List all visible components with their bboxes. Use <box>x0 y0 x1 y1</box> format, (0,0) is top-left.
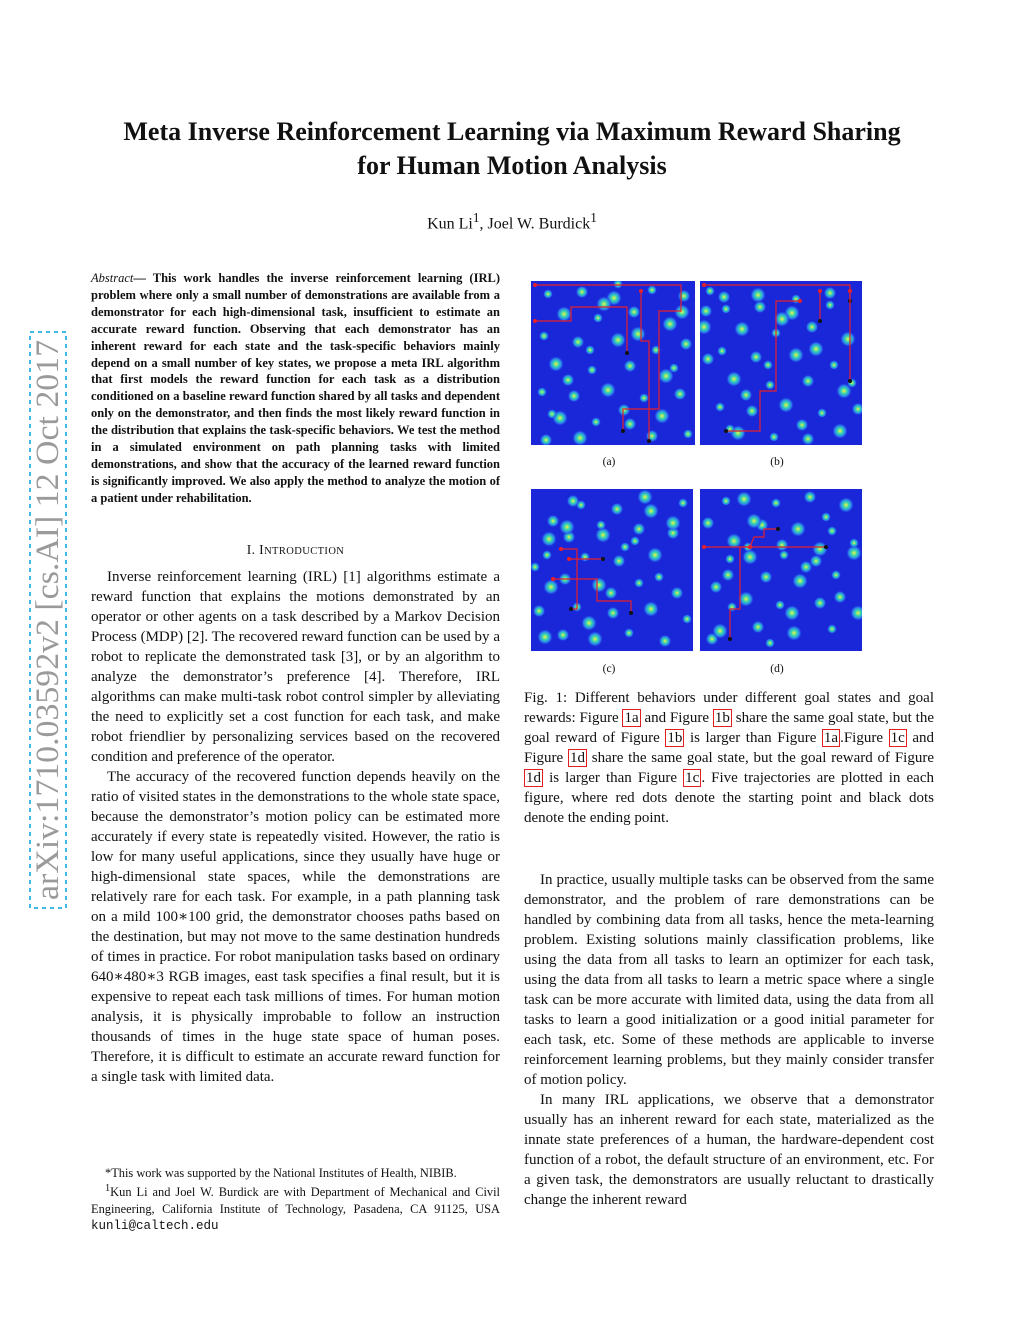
reward-blob <box>593 313 603 323</box>
abstract <box>91 270 500 507</box>
heatmap-b <box>700 281 862 445</box>
subcaption-c: (c) <box>602 663 616 675</box>
reward-blob <box>802 375 815 388</box>
reward-blob <box>543 289 553 299</box>
reward-blob <box>763 360 773 370</box>
reward-blob <box>806 321 819 334</box>
trajectory-end-dot <box>601 557 605 561</box>
reward-blob <box>831 570 841 580</box>
reward-blob <box>829 360 839 370</box>
reward-blob <box>600 382 616 398</box>
reward-blob <box>715 402 725 412</box>
arxiv-identifier-stamp <box>28 330 68 910</box>
ref-fig-1b[interactable]: 1b <box>667 730 683 746</box>
reward-blob <box>662 316 678 332</box>
paper-title <box>92 115 932 183</box>
ref-fig-1d[interactable]: 1d <box>569 750 585 766</box>
trajectory-end-dot <box>818 319 822 323</box>
reward-blob <box>778 397 794 413</box>
reward-blob <box>628 306 641 319</box>
reward-blob <box>543 579 559 595</box>
reward-blob <box>717 346 727 356</box>
reward-blob <box>605 587 618 600</box>
section-numeral: I. <box>246 541 256 557</box>
author-2: Joel W. Burdick <box>487 215 591 233</box>
trajectory-start-dot <box>559 547 563 551</box>
reward-blob <box>775 600 785 610</box>
reward-blob <box>800 561 813 574</box>
section-title-initial: I <box>259 541 265 557</box>
arxiv-id-text: arXiv:1710.03592v2 [cs.AI] 12 Oct 2017 <box>30 353 66 900</box>
reward-blob <box>637 489 653 505</box>
reward-blob <box>788 347 804 363</box>
trajectory-end-dot <box>647 439 651 443</box>
reward-blob <box>702 353 715 366</box>
heatmap-c <box>531 489 693 651</box>
reward-blob <box>537 629 553 645</box>
reward-blob <box>821 512 831 522</box>
reward-blob <box>726 371 742 387</box>
trajectory-end-dot <box>629 611 633 615</box>
reward-blob <box>779 550 789 560</box>
reward-blob <box>849 538 859 548</box>
trajectory-start-dot <box>702 545 706 549</box>
reward-blob <box>746 405 759 418</box>
reward-blob <box>556 306 572 322</box>
trajectory-start-dot <box>533 319 537 323</box>
footnote-marker: 1 <box>105 1183 111 1195</box>
reward-blob <box>776 539 789 552</box>
reward-blob <box>725 554 735 564</box>
footnote-affiliation-text: Kun Li and Joel W. Burdick are with Department of Mechanical and Civil Engineering, California Institute of Technology, Pasadena, CA 91125, USA <box>91 1185 500 1216</box>
ref-fig-1d[interactable]: 1d <box>526 770 541 786</box>
trajectory-end-dot <box>569 607 573 611</box>
reward-blob <box>786 625 802 641</box>
section-title-rest: NTRODUCTION <box>264 545 345 557</box>
ref-fig-1a[interactable]: 1a <box>823 730 839 746</box>
reward-blob <box>750 351 763 364</box>
reward-blob <box>790 521 806 537</box>
reward-blob <box>680 338 693 351</box>
reward-blob <box>827 526 837 536</box>
reward-blob <box>832 423 848 439</box>
reward-blob <box>576 286 589 299</box>
reward-blob <box>710 581 723 594</box>
trajectory-end-dot <box>728 637 732 641</box>
reward-blob <box>705 286 715 296</box>
reward-blob <box>671 587 684 600</box>
reward-blob <box>557 629 570 642</box>
trajectory-start-dot <box>798 299 802 303</box>
reward-blob <box>769 432 779 442</box>
reward-blob <box>678 498 688 508</box>
author-separator: , <box>479 215 488 233</box>
reward-blob <box>746 513 762 529</box>
reward-blob <box>568 390 581 403</box>
reward-blob <box>765 638 775 648</box>
trajectory-start-dot <box>567 557 571 561</box>
subcaption-d: (d) <box>770 663 784 675</box>
reward-blob <box>587 365 597 375</box>
reward-blob <box>784 605 800 621</box>
reward-blob <box>624 360 637 373</box>
reward-blob <box>596 520 606 530</box>
trajectory-start-dot <box>848 289 852 293</box>
reward-blob <box>674 304 690 320</box>
right-paragraph-2: In many IRL applications, we observe that a demonstrator usually has an inherent reward for each state, materialized as the innate state preferences of a human, the hardware-dependent cost function of a robot, the default structure of an environment, etc. For a given task, the demonstrators are usually reluctant to drastically change the inherent reward <box>524 1092 934 1208</box>
reward-blob <box>665 515 681 531</box>
reward-blob <box>613 555 626 568</box>
reward-blob <box>548 356 564 372</box>
trajectory-start-dot <box>639 289 643 293</box>
reward-blob <box>643 601 659 617</box>
trajectory-end-dot <box>824 545 828 549</box>
reward-blob <box>547 409 557 419</box>
reward-blob <box>683 429 693 439</box>
ref-fig-1b[interactable]: 1b <box>714 710 730 726</box>
reward-blob <box>647 285 657 295</box>
reward-blob <box>721 496 731 506</box>
left-column <box>91 270 500 1087</box>
reward-blob <box>624 628 634 638</box>
reward-blob <box>812 541 828 557</box>
reward-blob <box>562 374 575 387</box>
reward-blob <box>537 387 547 397</box>
figure-panel-d <box>700 489 862 651</box>
reward-blob <box>674 388 687 401</box>
trajectory-end-dot <box>724 429 728 433</box>
reward-blob <box>802 433 815 446</box>
trajectory-start-dot <box>533 283 537 287</box>
reward-blob <box>718 291 731 304</box>
author-1: Kun Li <box>427 215 473 233</box>
subcaption-b: (b) <box>770 456 784 468</box>
reward-blob <box>659 635 672 648</box>
abstract-label: Abstract <box>91 271 134 285</box>
trajectory-start-dot <box>818 289 822 293</box>
heatmap-d <box>700 489 862 651</box>
reward-blob <box>765 380 775 390</box>
section-heading-introduction <box>91 542 500 558</box>
trajectory-start-dot <box>748 545 752 549</box>
ref-fig-1c[interactable]: 1c <box>890 730 905 746</box>
reward-blob <box>541 531 557 547</box>
author-email[interactable]: kunli@caltech.edu <box>91 1218 219 1233</box>
reward-blob <box>596 296 612 312</box>
reward-blob <box>824 287 837 300</box>
author-list <box>92 210 932 233</box>
right-paragraph-1: In practice, usually multiple tasks can be observed from the same demonstrator, and the problem of rare demonstrations can be handled by combining data from all tasks, hence the meta-learning problem. Existing solutions mainly classification problems, like using the data from all tasks to learn an optimizer for each task, using the data from all tasks to learn a metric space where a single task can be more accurate with limited data, using the data from all tasks to learn a good initialization or a good initial parameter for each task, etc. Some of these methods are applicable to inverse reinforcement learning problems, but they mainly consider transfer of motion policy. <box>524 872 934 1088</box>
reward-blob <box>624 418 637 431</box>
reward-blob <box>825 300 835 310</box>
reward-blob <box>750 287 766 303</box>
reward-blob <box>792 573 808 589</box>
footnote-funding: *This work was supported by the National Institutes of Health, NIBIB. <box>105 1166 457 1180</box>
reward-blob <box>581 615 597 631</box>
reward-blob <box>591 417 601 427</box>
trajectory-start-dot <box>551 577 555 581</box>
reward-blob <box>618 404 631 417</box>
reward-blob <box>727 602 737 612</box>
title-line-1: Meta Inverse Reinforcement Learning via Maximum Reward Sharing <box>123 117 901 146</box>
reward-blob <box>639 393 649 403</box>
reward-blob <box>736 491 752 507</box>
reward-blob <box>804 491 817 504</box>
trajectory-start-dot <box>702 283 706 287</box>
reward-blob <box>630 326 646 342</box>
reward-blob <box>722 569 735 582</box>
reward-blob <box>654 408 670 424</box>
reward-blob <box>620 542 630 552</box>
reward-blob <box>567 495 580 508</box>
figure-panel-a <box>531 281 695 445</box>
reward-blob <box>587 631 603 647</box>
reward-blob <box>700 305 713 318</box>
reward-blob <box>847 378 857 388</box>
reward-blob <box>808 341 824 357</box>
heatmap-background <box>531 489 693 651</box>
reward-blob <box>682 614 692 624</box>
reward-blob <box>771 498 781 508</box>
reward-blob <box>669 363 679 373</box>
reward-blob <box>611 503 624 516</box>
reward-blob <box>580 552 590 562</box>
reward-blob <box>814 597 827 610</box>
heatmap-a <box>531 281 695 445</box>
intro-paragraph-2: The accuracy of the recovered function depends heavily on the ratio of visited states in the demonstrations to the whole state space, because the demonstrator’s motion policy can be estimated more accurately if every state is repeatedly visited. However, the ratio is low for many useful applications, since they usually have huge or high-dimensional state spaces, while the demonstrations are relatively rare for each task. For example, in a path planning task on a mild 100∗100 grid, the demonstrator chooses paths based on the destination, but may not move to the same destination hundreds of times in practice. For robot manipulation tasks based on ordinary 640∗480∗3 RGB images, east task specifies a final result, but it is expensive to repeat each task millions of times. For human motion analysis, it is physically improbable to follow an instruction thousands of times in the huge state space of human poses. Therefore, it is difficult to estimate an accurate reward function for a single task with limited data. <box>91 768 500 1085</box>
reward-blob <box>633 523 646 536</box>
abstract-dash: — <box>133 271 146 285</box>
reward-blob <box>654 572 664 582</box>
reward-blob <box>607 607 620 620</box>
reward-blob <box>585 345 595 355</box>
reward-blob <box>838 497 854 513</box>
reward-blob <box>817 408 827 418</box>
footnotes <box>91 1165 500 1234</box>
figure-caption: Fig. 1: Different behaviors under different goal states and goal rewards: Figure 1a and Figure 1b share the same goal state, but the goal reward of Figure 1b is larger than Figure 1a .Figure 1c and Figure 1d share the same goal state, but the goal reward of Figure 1d is larger than Figure 1c . Five trajectories are plotted in each figure, where red dots denote the starting point and black dots denote the ending point. <box>524 690 934 826</box>
reward-blob <box>702 517 715 530</box>
ref-fig-1a[interactable]: 1a <box>624 710 639 726</box>
reward-blob <box>796 419 809 432</box>
reward-blob <box>572 336 585 349</box>
reward-blob <box>721 304 731 314</box>
figure-panel-b <box>700 281 862 445</box>
trajectory-end-dot <box>776 527 780 531</box>
reward-blob <box>678 290 691 303</box>
reward-blob <box>827 624 837 634</box>
reward-blob <box>547 515 560 528</box>
footnote-affiliation <box>91 1181 500 1234</box>
figure-panel-c <box>531 489 693 651</box>
reward-blob <box>760 571 773 584</box>
reward-blob <box>840 331 856 347</box>
reward-blob <box>542 550 552 560</box>
trajectory-end-dot <box>848 379 852 383</box>
intro-paragraph-1: Inverse reinforcement learning (IRL) [1] algorithms estimate a reward function that explains the motions demonstrated by an operator or other agents on a task described by a Markov Decision Process (MDP) [2]. The recovered reward function can be used by a robot to replicate the demonstrated task [3], or by an algorithm to analyze the demonstrator’s preference [4]. Therefore, IRL algorithms can make multi-task robot control simpler by alleviating the need to explicitly set a cost function for each task, and make robot friendlier by personalizing services based on the recovered condition and preference of the operator. <box>91 568 500 765</box>
trajectory-end-dot <box>621 429 625 433</box>
reward-blob <box>559 519 575 535</box>
author-2-affil: 1 <box>590 210 597 225</box>
title-line-2: for Human Motion Analysis <box>357 151 667 180</box>
reward-blob <box>752 621 765 634</box>
right-column <box>524 870 934 1210</box>
reward-blob <box>634 578 644 588</box>
trajectory-end-dot <box>625 351 629 355</box>
reward-blob <box>610 332 626 348</box>
author-1-affil: 1 <box>472 210 480 225</box>
reward-blob <box>539 331 549 341</box>
reward-blob <box>533 605 546 618</box>
ref-fig-1c[interactable]: 1c <box>685 770 700 786</box>
abstract-text: This work handles the inverse reinforcement learning (IRL) problem where only a small number of demonstrations are available from a demonstrator for each high-dimensional task, insufficient to estimate an accurate reward function. Observing that each demonstrator has an inherent reward for each state and the task-specific behaviors mainly depend on a small number of key states, we propose a meta IRL algorithm that first models the reward function for each task as a distribution conditioned on a baseline reward function shared by all tasks and dependent only on the demonstrator, and then finds the most likely reward function in the distribution that explains the task-specific behaviors. We test the method in a simulated environment on path planning tasks with limited demonstrations, and show that the accuracy of the learned reward function is significantly improved. We also apply the method to analyze the motion of a patient under rehabilitation. <box>91 271 500 505</box>
reward-blob <box>630 536 640 546</box>
reward-blob <box>643 503 659 519</box>
reward-blob <box>740 389 753 402</box>
reward-blob <box>734 321 750 337</box>
reward-blob <box>712 623 728 639</box>
subcaption-a: (a) <box>602 456 616 468</box>
reward-blob <box>647 547 663 563</box>
reward-blob <box>834 591 847 604</box>
